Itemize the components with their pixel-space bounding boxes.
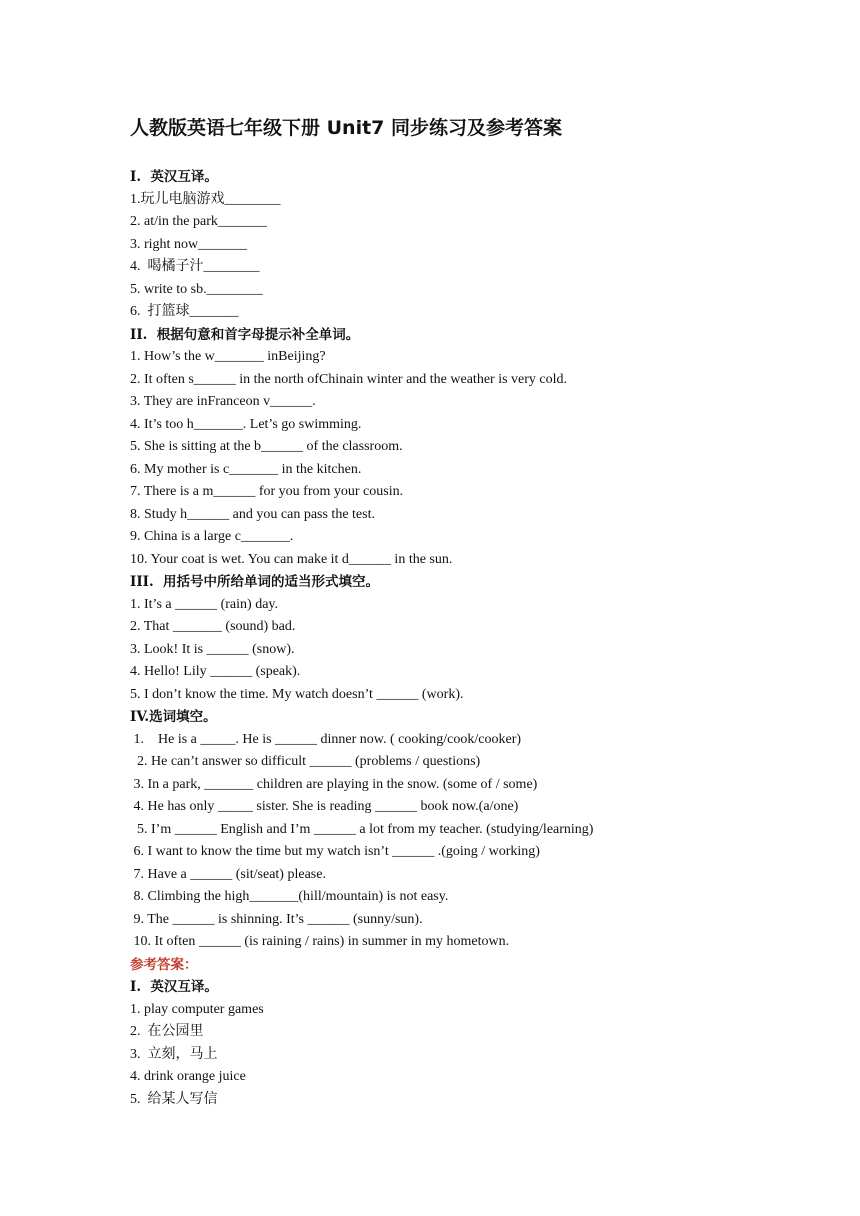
answer-key-heading: 参考答案： [130, 956, 198, 973]
exercise-item: 2. at/in the park_______ [130, 214, 267, 229]
exercise-item: 10. It often ______ (is raining / rains) in summer in my hometown. [130, 934, 510, 949]
exercise-item: 5. write to sb.________ [130, 281, 263, 297]
section-3 [130, 571, 770, 706]
exercise-item: 4. 喝橘子汁________ [130, 259, 260, 274]
section-heading: II. 根据句意和首字母提示补全单词。 [130, 326, 360, 343]
exercise-item: 8. Climbing the high_______(hill/mountain) is not easy. [130, 889, 449, 904]
exercise-item: 6. I want to know the time but my watch isn’t ______ .(going / working) [130, 844, 540, 859]
exercise-item: 7. Have a ______ (sit/seat) please. [130, 866, 326, 882]
exercise-item: 2. He can’t answer so difficult ______ (problems / questions) [130, 754, 481, 769]
exercise-item: 10. Your coat is wet. You can make it d______ in the sun. [130, 551, 453, 567]
answer-key [130, 954, 770, 1112]
section-heading: I. 英汉互译。 [130, 979, 218, 995]
exercise-item: 3. right now_______ [130, 236, 248, 252]
exercise-item: 5. I don’t know the time. My watch doesn’t ______ (work). [130, 686, 464, 702]
answer-item: 2. 在公园里 [130, 1024, 204, 1039]
answer-item: 5. 给某人写信 [130, 1091, 218, 1107]
exercise-item: 1.玩儿电脑游戏________ [130, 191, 281, 207]
section-heading: I. 英汉互译。 [130, 169, 218, 185]
exercise-item: 3. In a park, _______ children are playing in the snow. (some of / some) [130, 776, 538, 792]
exercise-item: 1. He is a _____. He is ______ dinner now. ( cooking/cook/cooker) [130, 731, 522, 747]
exercise-item: 4. Hello! Lily ______ (speak). [130, 664, 301, 679]
exercise-item: 5. I’m ______ English and I’m ______ a lot from my teacher. (studying/learning) [130, 821, 594, 837]
exercise-item: 8. Study h______ and you can pass the test. [130, 506, 375, 522]
exercise-item: 9. The ______ is shinning. It’s ______ (sunny/sun). [130, 911, 423, 927]
section-heading: IV.选词填空。 [130, 709, 217, 725]
exercise-item: 4. He has only _____ sister. She is reading ______ book now.(a/one) [130, 799, 519, 814]
exercise-item: 6. My mother is c_______ in the kitchen. [130, 461, 362, 477]
exercise-item: 9. China is a large c_______. [130, 529, 294, 544]
exercise-item: 7. There is a m______ for you from your cousin. [130, 484, 404, 499]
exercise-item: 4. It’s too h_______. Let’s go swimming. [130, 416, 362, 432]
document-body [130, 116, 770, 1111]
exercise-item: 3. Look! It is ______ (snow). [130, 641, 295, 657]
exercise-item: 1. How’s the w_______ inBeijing? [130, 349, 326, 364]
document-title: 人教版英语七年级下册 Unit7 同步练习及参考答案 [130, 117, 563, 139]
exercise-item: 2. It often s______ in the north ofChinain winter and the weather is very cold. [130, 371, 568, 387]
answer-item: 3. 立刻，马上 [130, 1046, 218, 1062]
section-4 [130, 706, 770, 954]
section-2 [130, 324, 770, 572]
section-heading: III. 用括号中所给单词的适当形式填空。 [130, 574, 380, 590]
exercise-item: 5. She is sitting at the b______ of the classroom. [130, 439, 403, 454]
section-1 [130, 166, 770, 324]
answer-item: 4. drink orange juice [130, 1069, 246, 1084]
exercise-item: 3. They are inFranceon v______. [130, 394, 316, 409]
exercise-item: 1. It’s a ______ (rain) day. [130, 596, 278, 612]
answer-item: 1. play computer games [130, 1001, 264, 1017]
exercise-item: 6. 打篮球_______ [130, 304, 239, 319]
exercise-item: 2. That _______ (sound) bad. [130, 619, 296, 634]
